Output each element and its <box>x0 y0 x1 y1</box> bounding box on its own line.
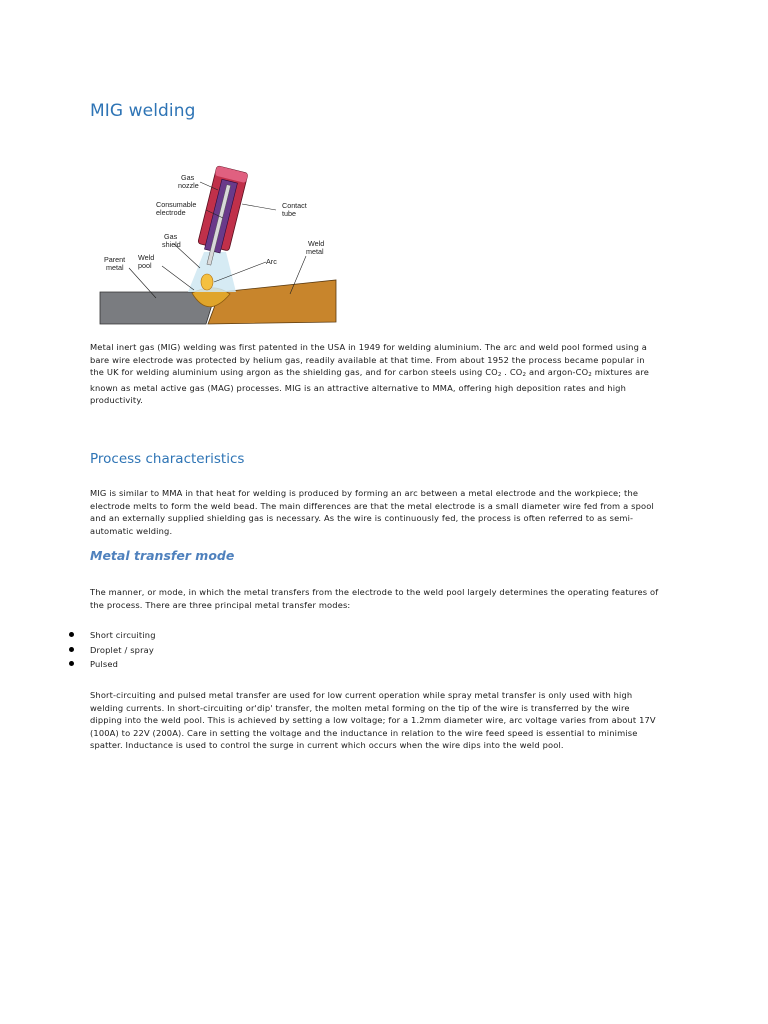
svg-text:metal: metal <box>106 263 124 272</box>
bullet-icon <box>69 632 74 637</box>
label-weld-pool: Weld <box>138 253 155 262</box>
closing-paragraph: Short-circuiting and pulsed metal transfer are used for low current operation while spray metal transfer is only used with high welding currents. In short-circuiting or'dip' transfer, the molten metal forming on the tip of the wire is transferred by the wire dipping into the weld pool. This is achieved by setting a low voltage; for a 1.2mm diameter wire, arc voltage varies from about 17V (100A) to 22V (200A). Care in setting the voltage and the inductance in relation to the wire feed speed is essential to minimise spatter. Inductance is used to control the surge in current which occurs when the wire dips into the weld pool. <box>90 690 656 751</box>
bullet-icon <box>69 647 74 652</box>
page-title: MIG welding <box>90 101 196 122</box>
svg-text:tube: tube <box>282 209 296 218</box>
bullet-icon <box>69 661 74 666</box>
intro-paragraph: Metal inert gas (MIG) welding was first patented in the USA in 1949 for welding aluminium. The arc and weld pool formed using a bare wire electrode was protected by helium gas, readily available at that time. From about 1952 the process became popular in the UK for welding aluminium using argon as the shielding gas, and for carbon steels using $CO_2$ . $CO_2$ and argon-$CO_2$ mixtures are known as metal active gas (MAG) processes. MIG is an attractive alternative to MMA, offering high deposition rates and high productivity. <box>90 342 650 406</box>
label-contact-tube: Contact <box>282 201 307 210</box>
label-electrode: Consumable <box>156 200 197 209</box>
svg-text:pool: pool <box>138 261 152 270</box>
process-characteristics-heading: Process characteristics <box>90 451 245 467</box>
process-paragraph: MIG is similar to MMA in that heat for welding is produced by forming an arc between a metal electrode and the workpiece; the electrode melts to form the weld bead. The main differences are that the metal electrode is a small diameter wire fed from a spool and an externally supplied shielding gas is necessary. As the wire is continuously fed, the process is often referred to as semi- automatic welding. <box>90 488 654 536</box>
svg-text:electrode: electrode <box>156 208 186 217</box>
svg-text:metal: metal <box>306 247 324 256</box>
label-parent-metal: Parent <box>104 255 126 264</box>
arc-glow <box>201 274 213 290</box>
label-arc: Arc <box>266 257 277 266</box>
svg-text:shield: shield <box>162 240 181 249</box>
svg-text:nozzle: nozzle <box>178 181 199 190</box>
mig-welding-diagram <box>96 160 340 332</box>
label-weld-metal: Weld <box>308 239 325 248</box>
label-gas-shield: Gas <box>164 232 178 241</box>
label-gas-nozzle: Gas <box>181 173 195 182</box>
transfer-paragraph: The manner, or mode, in which the metal transfers from the electrode to the weld pool largely determines the operating features of the process. There are three principal metal transfer modes: <box>90 587 659 610</box>
metal-transfer-heading: Metal transfer mode <box>90 548 235 563</box>
